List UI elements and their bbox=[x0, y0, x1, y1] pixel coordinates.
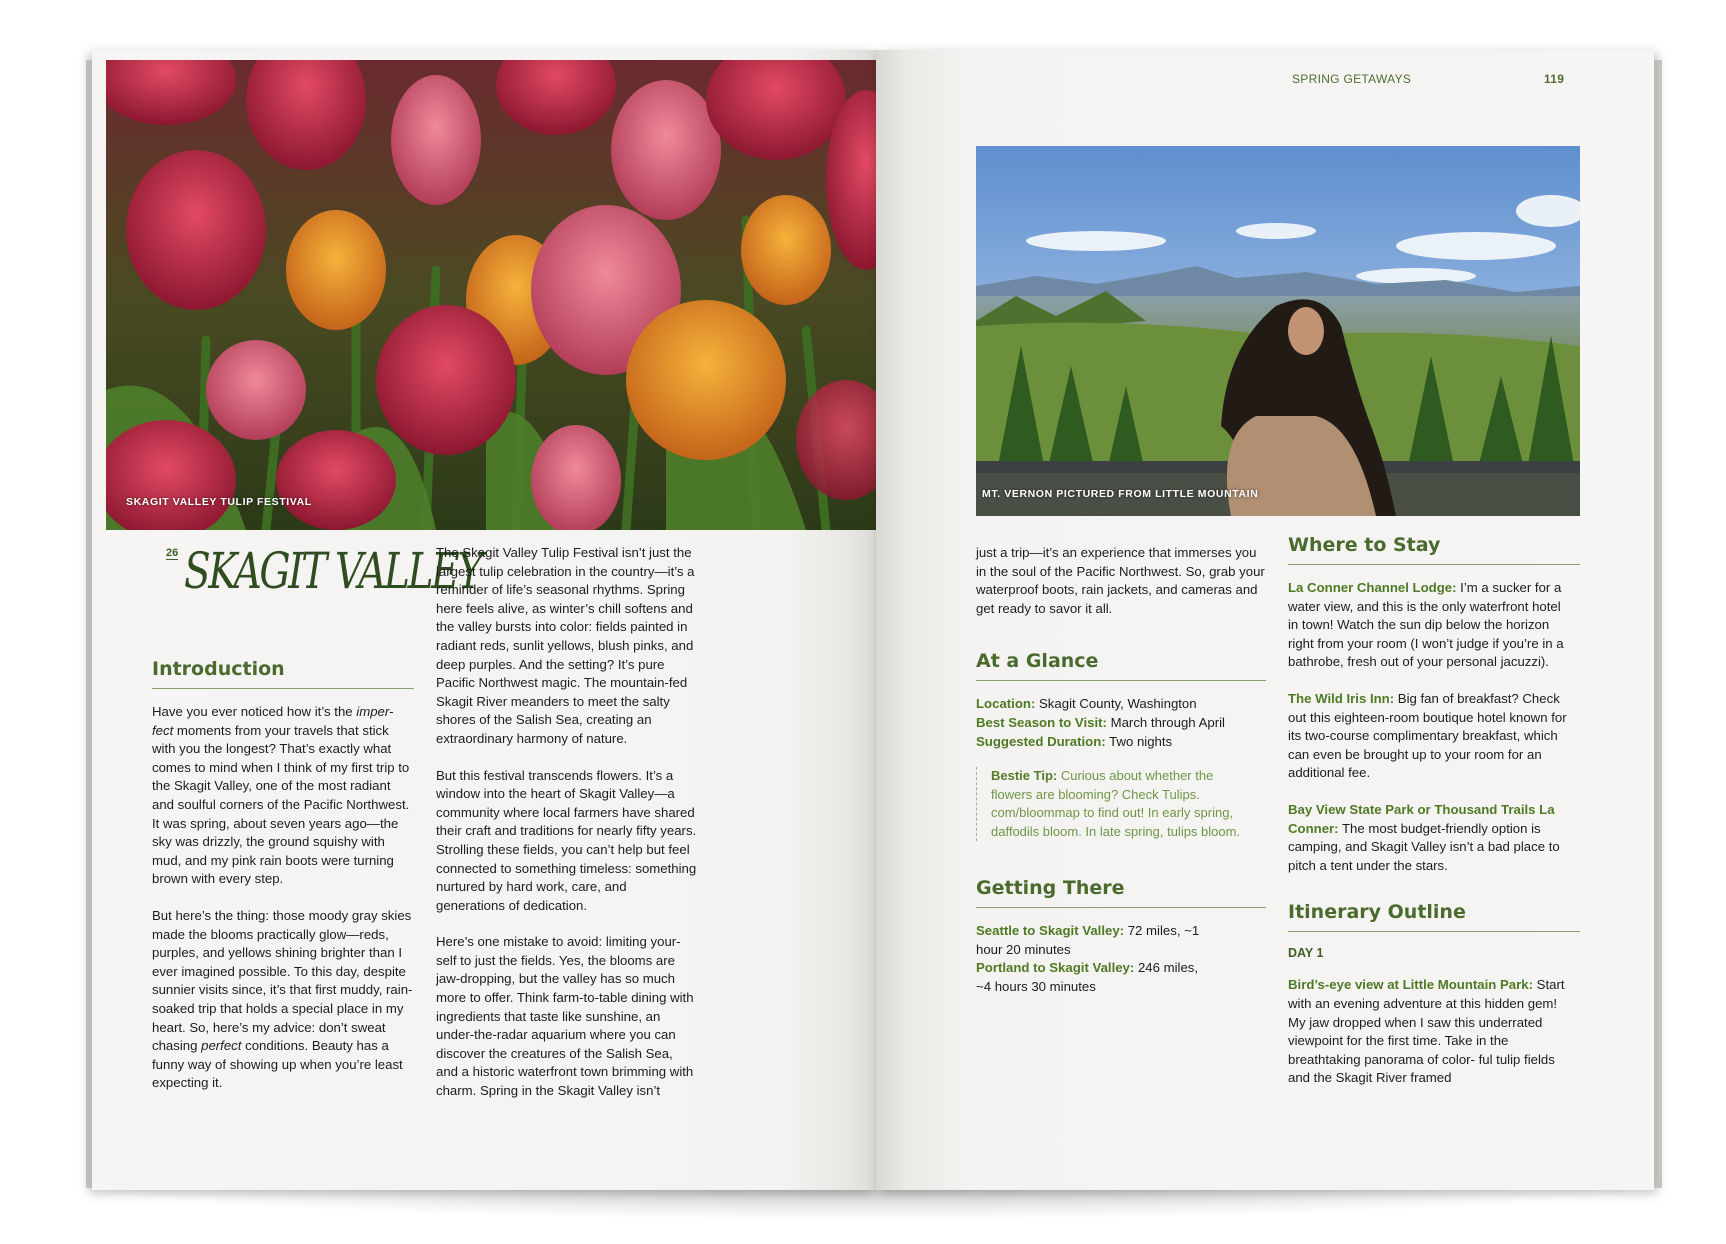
mountain-photo-caption: MT. VERNON PICTURED FROM LITTLE MOUNTAIN bbox=[982, 488, 1259, 500]
introduction-paragraph bbox=[152, 907, 414, 1093]
tulip-photo-caption: SKAGIT VALLEY TULIP FESTIVAL bbox=[126, 496, 312, 508]
value: 72 miles, ~1 hour 20 minutes bbox=[976, 923, 1200, 957]
emphasis: perfect bbox=[201, 1038, 242, 1054]
glance-duration bbox=[976, 733, 1266, 752]
label: Bay View State Park or Thousand Trails La Conner: bbox=[1288, 801, 1555, 836]
label: Best Season to Visit: bbox=[976, 714, 1107, 730]
stay-option bbox=[1288, 801, 1570, 875]
text: I’m a sucker for a water view, and this is the only waterfront hotel in town! Watch the sun dip below the horizon right from your room (I won’t judge if you’re in a bathrobe, fresh out of your personal jacuzzi). bbox=[1288, 580, 1564, 670]
chapter-title: SKAGIT VALLEY bbox=[184, 542, 481, 600]
text-run: moments from your travels that stick with you the longest? That’s exactly what comes to mind when I think of my first trip to the Skagit Valley, one of the most radiant and soulful corners of the Pacific Northwest. It was spring, about seven years ago—the sky was drizzly, the ground squishy with mud, and my pink rain boots were turning brown with every step. bbox=[152, 722, 410, 887]
glance-season bbox=[976, 714, 1266, 733]
tip-label: Bestie Tip: bbox=[991, 768, 1058, 784]
emphasis: imper- fect bbox=[152, 704, 394, 738]
mountain-photo bbox=[976, 146, 1580, 516]
at-a-glance-heading: At a Glance bbox=[976, 650, 1266, 681]
body-paragraph: Here’s one mistake to avoid: limiting your- self to just the fields. Yes, the blooms are jaw-dropping, but the valley has so much more to offer. Think farm-to-table dining with ingredients that taste like sunshine, an under-the-radar aquarium where you can discover the creatures of the Salish Sea, and a historic waterfront town brimming with charm. Spring in the Skagit Valley isn’t bbox=[436, 934, 694, 1099]
introduction-paragraph bbox=[152, 703, 414, 889]
chapter-number: 26 bbox=[166, 547, 179, 559]
right-column-2 bbox=[1288, 534, 1580, 1106]
label: Portland to Skagit Valley: bbox=[976, 960, 1135, 976]
text-run: But here’s the thing: those moody gray skies made the blooms practically glow—reds, purples, and yellows shining brighter than I ever imagined possible. To this day, despite sunnier visits since, it’s that first muddy, rain-soaked trip that holds a special place in my heart. So, here’s my advice: don’t sweat chasing bbox=[152, 907, 413, 1054]
label: La Conner Channel Lodge: bbox=[1288, 580, 1457, 595]
getting-there-list bbox=[976, 922, 1216, 996]
value: March through April bbox=[1106, 714, 1225, 730]
value: Skagit County, Washington bbox=[1035, 696, 1197, 712]
page-edge-right bbox=[1654, 60, 1662, 1188]
bestie-tip bbox=[976, 767, 1247, 841]
text: Big fan of breakfast? Check out this eighteen-room boutique hotel known for its two-course complimentary breakfast, which can even be brought up to your room for an additional fee. bbox=[1288, 690, 1567, 781]
label: Location: bbox=[976, 696, 1036, 712]
stay-option bbox=[1288, 690, 1570, 783]
glance-location bbox=[976, 695, 1266, 714]
where-to-stay-heading: Where to Stay bbox=[1288, 534, 1580, 565]
route-seattle bbox=[976, 922, 1216, 959]
at-a-glance-list bbox=[976, 695, 1266, 751]
page-number: 119 bbox=[1544, 72, 1565, 86]
left-page bbox=[92, 50, 876, 1190]
label: Suggested Duration: bbox=[976, 733, 1106, 749]
introduction-column bbox=[152, 658, 414, 1111]
value: Two nights bbox=[1105, 733, 1173, 749]
continued-paragraph: just a trip—it’s an experience that immerses you in the soul of the Pacific Northwest. So, grab your waterproof boots, rain jackets, and cameras and get ready to savor it all. bbox=[976, 545, 1265, 616]
label: Bird’s-eye view at Little Mountain Park: bbox=[1288, 977, 1533, 993]
tulip-photo bbox=[106, 60, 876, 530]
route-portland bbox=[976, 959, 1216, 996]
introduction-heading: Introduction bbox=[152, 658, 414, 689]
where-to-stay-list bbox=[1288, 579, 1570, 875]
introduction-body bbox=[152, 703, 414, 1093]
text-run: conditions. Beauty has a funny way of showing up when you’re least expecting it. bbox=[152, 1038, 403, 1091]
text: Start with an evening adventure at this hidden gem! My jaw dropped when I saw this underrated viewpoint for the first time. Take in the breathtaking panorama of color- ful tulip fields and the Skagit River framed bbox=[1288, 977, 1565, 1086]
getting-there-heading: Getting There bbox=[976, 877, 1266, 908]
body-paragraph: But this festival transcends flowers. It’s a window into the heart of Skagit Valley—a community where local farmers have shared their craft and traditions for nearly fifty years. Strolling these fields, you can’t help but feel connected to something timeless: something nurtured by hard work, care, and generations of dedication. bbox=[436, 767, 697, 913]
tip-text: Curious about whether the flowers are blooming? Check Tulips. com/bloommap to find out! In early spring, daffodils bloom. In late spring, tulips bloom. bbox=[991, 768, 1241, 839]
right-column-1 bbox=[976, 544, 1266, 997]
running-head: SPRING GETAWAYS bbox=[1292, 72, 1412, 86]
itinerary-heading: Itinerary Outline bbox=[1288, 901, 1580, 932]
body-column-2 bbox=[436, 544, 698, 1119]
body-paragraph: The Skagit Valley Tulip Festival isn’t just the largest tulip celebration in the country—it’s a reminder of life’s seasonal rhythms. Spring here feels alive, as winter’s chill softens and the valley bursts into color: fields painted in radiant reds, sunlit yellows, blush pinks, and deep purples. And the setting? It’s pure Pacific Northwest magic. The mountain-fed Skagit River meanders to meet the salty shores of the Salish Sea, creating an extraordinary harmony of nature. bbox=[436, 545, 695, 746]
label: Seattle to Skagit Valley: bbox=[976, 923, 1125, 939]
day-label: DAY 1 bbox=[1288, 946, 1324, 961]
label: The Wild Iris Inn: bbox=[1288, 690, 1395, 706]
text-run: Have you ever noticed how it’s the bbox=[152, 704, 357, 719]
text: The most budget-friendly option is camping, and Skagit Valley isn’t a bad place to pitch a tent under the stars. bbox=[1288, 820, 1560, 873]
itinerary-item bbox=[1288, 976, 1570, 1088]
right-page bbox=[876, 50, 1654, 1190]
stay-option bbox=[1288, 579, 1570, 672]
value: 246 miles, ~4 hours 30 minutes bbox=[976, 960, 1199, 994]
itinerary-list bbox=[1288, 976, 1570, 1088]
